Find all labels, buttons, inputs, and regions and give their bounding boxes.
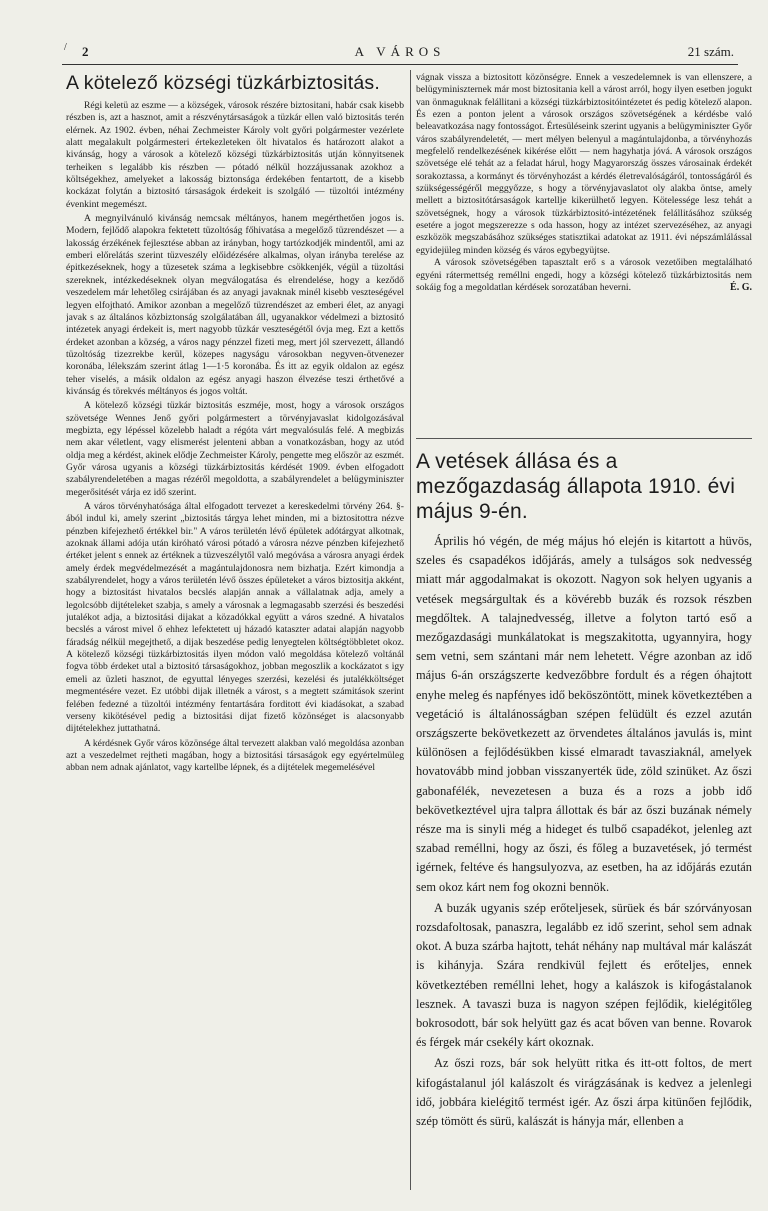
- article-paragraph: A kötelező községi tüzkár biztositás eszméje, most, hogy a városok országos szövetsége Wennes Jenő győri polgármestert a törvényjavaslat kidolgozásával megbizta, egy lépéssel közelebb haladt a régóta várt megvalósulás felé. A megbizás nem akar véletlent, vagy elismerést jelenteni abban a vonatkozásban, hogy az utód oldja meg a kérdést, akinek elődje Zechmeister Károly, pengette meg először az eszmét. Győr városa ugyanis a községi tüzkárbiztositás kérdését 1909. évben elfogadott szabályrendeletében a magas rézéről megoldotta, a szabályrendelet a belügyminiszter megerősitését várja ez idő szerint.: [66, 400, 404, 498]
- author-signature: É. G.: [730, 282, 752, 294]
- page-number: 2: [82, 44, 89, 59]
- article-continuation-body: [416, 72, 752, 293]
- article-continuation-column: [416, 72, 752, 424]
- second-article-body: [416, 532, 752, 1131]
- issue-number: 21 szám.: [687, 44, 734, 59]
- page-corner-mark: /: [64, 42, 67, 53]
- page-header: [62, 44, 738, 65]
- article-paragraph: Április hó végén, de még május hó elején is kitartott a hüvös, szeles és csapadékos időjárás, amely a tulságos sok nedvesség miatt már aggodalmakat is okozott. Nagyon sok helyen ugyanis a vetések megsárgultak és a kövérebb buzák és rozsok részben megdőltek. A talajnedvesség, illetve a folyton tartó eső a mezőgazdasági munkálatokat is megszakitotta, ugyannyira, hogy sem vetni, sem szántani már nem lehetett. Végre azonban az idő május 6-án országszerte kedvezőbbre fordult és a régen óhajtott enyhe meleg és napfényes idő beköszöntött, minek következtében a vegetáció is általánosságban szépen felüdült és ezzel azután országszerte bekövetkezett az örvendetes általános javulás is, mint különösen a fejlődésükben kissé elmaradt tavasziaknál, amelyek hovatovább mind jobban visszanyerték üde, zöld szinüket. Az őszi gabonafélék, nevezetesen a buza és a rozs a jobb idő bekövetkeztével ujra talpra állottak és bár az őszi buzának némely része ma is sinyli még a hideget és tulbő csapadékot, jelenleg azt szabad reméllni, hogy az őszi, és főleg a buzavetések, jó termést igérnek, feltéve és hangsulyozva, az esetben, ha az időjárás ezután sem okoz kárt nem fog okozni bennök.: [416, 534, 752, 894]
- second-article: [416, 424, 752, 1192]
- article-title: A kötelező községi tüzkárbiztositás.: [66, 72, 380, 94]
- article-paragraph: A megnyilvánuló kivánság nemcsak méltányos, hanem megérthetően jogos is. Modern, fejlődő alapokra fektetett tüzoltóság főhivatása a megelőző tüzrendészet — a lakosság érzékének fejlesztése abban az irányban, hogy tartózkodjék mindentől, ami az emberi előrelátás szerint tüzveszély előidézésére alkalmas, olyan irányba terelése az épitkezéseknek, hogy a tüzesetek száma a legkisebbre csökkenjék, végül a tüzoltási szereknek, intézkedéseknek olyan megválogatása és elrendelése, hogy a keződő veszedelem már lehetőleg csirájában és az anyagi javaknak minél kisebb veszteségével legyen elfojtható. Amikor azonban a megelőző tüzrendészet az emberi élet, az anyagi javak s az általános közbiztonság szolgálatában áll, ugyanakkor védelmezi a biztositó intézetek anyagi érdekeit is, mert nagyobb tüzkár veszteségétől óvja meg. Ezt a kettős érdeket azonban a község, a város nagy pénzzel fizeti meg, mert jól szervezett, állandó tüzoltóság tizezrekbe kerül, közepes nagyságu városokban negyven-ötvenezer koronába, lélekszám szerint átlag 1—1·5 koronába. És itt az egyik oldalon az egész teher viselés, a másik oldalon az egész anyagi haszon élvezése teszi érthetővé a kivánság és törekvés méltányos és jogos voltát.: [66, 213, 404, 397]
- article-paragraph: Régi keletü az eszme — a községek, városok részére biztositani, habár csak kisebb részben is, azt a hasznot, amit a részvénytársaságok a tüzkár ellen való biztositás terén elérnek. Az 1902. évben, néhai Zechmeister Károly volt győri polgármester vezérlete alatt megalakult polgármesteri értekezleteken ölt hivatalos és határozott alakot a kivánság, hogy a városok a kötelező községi tüzkárbiztositás utján könnyitsenek terheiken s legalább kis részben — pótadó nélkül hozzájussanak azokhoz a költségekhez, amelyeket a lakosság biztonsága érdekében fentartott, de a kisebb kockázat folytán a biztositó társaságok érdekeit is szolgáló — tüzoltói intézmény évenkint megemészt.: [66, 100, 404, 210]
- column-divider: [410, 70, 411, 1190]
- article-paragraph: A kérdésnek Győr város közönsége által tervezett alakban való megoldása azonban azt a veszedelmet rejtheti magában, hogy a biztositási társaságok egy egyértelmüleg abban nem adnak ajánlatot, vagy kartellbe lépnek, és a dijtételek megemelésével: [66, 737, 404, 774]
- article-paragraph: A városok szövetségében tapasztalt erő s a városok vezetőiben megtalálható egyéni rátermettség reméllni engedi, hogy a községi kötelező tüzkárbiztositás nem sokáig fog a megoldatlan kérdések sorozatában heverni.: [416, 257, 752, 293]
- publication-title: A VÁROS: [354, 44, 446, 59]
- article-paragraph: Az őszi rozs, bár sok helyütt ritka és itt-ott foltos, de mert kifogástalanul jól kalászolt és virágzásának is kedvez a jelenlegi idő, jobbára kielégitő termést igér. Az őszi árpa kitünően fejlődik, szép tömött és sürü, kalászát is hányja már, ellenben a: [416, 1056, 752, 1129]
- second-article-title: A vetések állása és a mezőgazdaság állapota 1910. évi május 9-én.: [416, 438, 752, 524]
- article-paragraph: vágnak vissza a biztositott közönségre. Ennek a veszedelemnek is van ellenszere, a belügyminiszternek már most biztositania kell a várost arról, hogy ilyen esetben jogukt van önmaguknak felállitani a községi tüzkárbiztositóintézetet és pedig kötelező alapon. És ezen a ponton jelent a városok országos szövetségének a kérdésbe való beleavatkozása nagy fontosságot. Értesüléseink szerint ugyanis a belügyminiszter Győr város szabályrendeletét, — mert mélyen belenyul a magántulajdonba, a törvényhozás megfelelő rendelkezésének kikérése előtt — nem hagyhatja jóvá. A városok országos szövetsége elé tehát az a feladat hárul, hogy Magyarország összes városainak érdekét sorakoztassa, a kormányt és törvényhozást a kérdés életrevalóságáról, tontosságáról és szükségességéről meggyőzze, s hogy a törvényjavaslatot oly alakba öntse, amely mellett a biztositótársaságok kartellje kikerülhető legyen. Kötelessége lesz tehát a szövetségnek, hogy a városok tüzkárbiztositó-intézetének felállitásához szükség esetére a jogot megszerezze s oda hasson, hogy az intézet szervezéséhez, az anyagi eszközök megszabásához szükséges statisztikai adatokat az 1911. évi népszámlálással egyidejüleg minden község és város egybegyüjtse.: [416, 72, 752, 256]
- article-paragraph: A város törvényhatósága által elfogadott tervezet a kereskedelmi törvény 264. §-ából indul ki, amely szerint „biztositás tárgya lehet minden, mi a biztositottra nézve pénzben kifejezhető értékkel bir." A város területén lévő épületek adótárgyat alkotnak, azoknak állami adója után kiróható városi pótadó a városra nézve pénzben kifejezhető értéket jelent s ennek az értéknek a tüzveszélytől való megóvása a városra anyagi érdek amely érdek megvédelmezését a magántulajdonosra nem bizhatja. Ezért kimondja a szabályrendelet, hogy a város területén lévő összes épületeket a város biztositja akként, hogy a biztositást hivatalos becslés alapján annak a vállalatnak adja, amely a legolcsóbb dijtételeket szabja, s amely a városnak a legmagasabb szerzési és beszedési jutalékot adja, a biztositási dijakat a közadókkal együtt a város szedné. A hivatalos becslés a várost mivel ő ehhez lefektetett uj házadó kataszter adatai alapján nagyobb fáradság nélkül megejthető, a dijak beszedése pedig lenyegtelen költségtöbbletet okoz. A kötelező községi tüzkárbiztositás ilyen módon való megoldása kötelező voltánál fogva több érdeket utal a biztositó társaságokhoz, jobban megoszlik a kockázatot s igy emeli az üzleti hasznot, de egyuttal lényeges szerzési, kezelési és jutalékköltséget megmentésére vezet. Ez utóbbi dijak illetnék a várost, s a megtett számitások szerint felében fedezné a tüzoltói intézmény fentartására forditott évi kiadásokat, a szabad verseny kikötésével pedig a biztositási dijat fizető közönséget is alacsonyabb dijtételekhez juttathatná.: [66, 501, 404, 735]
- article-left-column: [66, 72, 404, 1192]
- article-body: [66, 100, 404, 775]
- article-paragraph: A buzák ugyanis szép erőteljesek, sürüek és bár szórványosan rozsdafoltosak, panaszra, legalább ez idő szerint, sehol sem adnak okot. A buza szárba hajtott, tehát néhány nap multával már kalászát is kihányja. Szára rendkivül fejlett és erőteljes, ennek következtében reméllni lehet, hogy a kalászok is kifogástalanok lesznek. A tavaszi buza is nagyon szépen fejlődik, kielégitőleg bokrosodott, bár sok helyütt gaz és acat bőven van benne. Rovarok és férgek már csekély kárt okoznak.: [416, 900, 752, 1050]
